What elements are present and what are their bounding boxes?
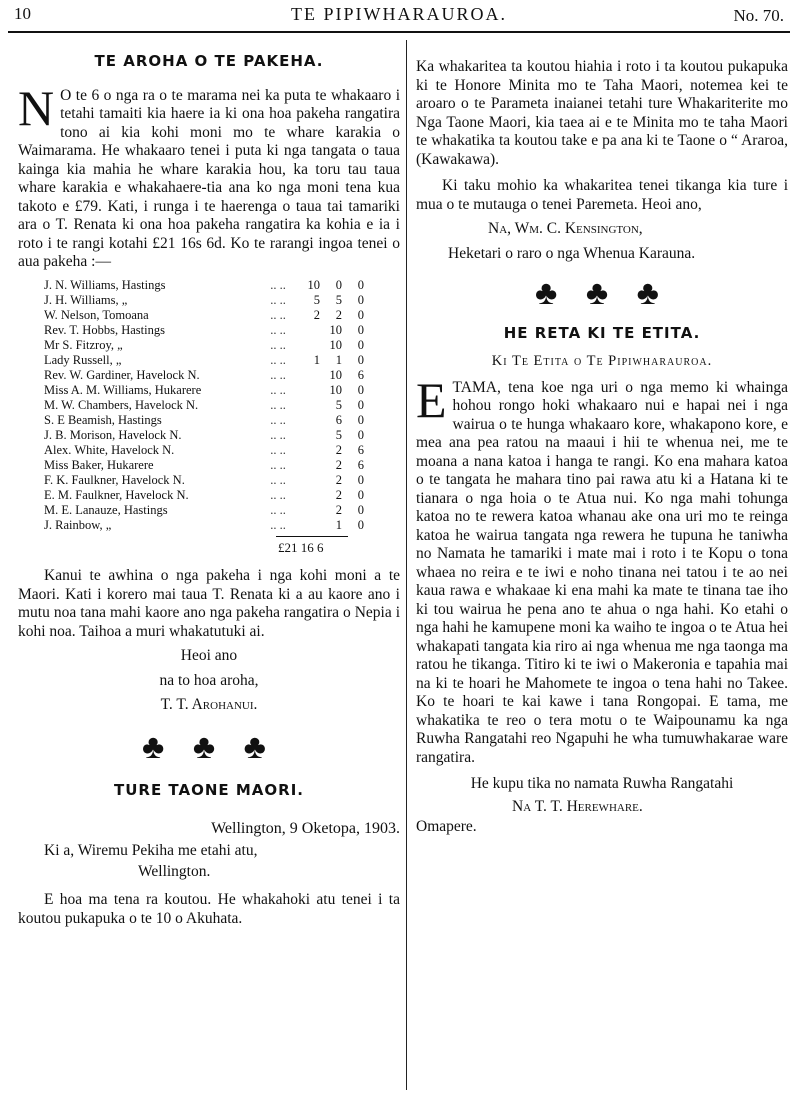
letter-text: TAMA, tena koe nga uri o nga memo ki whainga hohou rongo hoki whakaaro nui e hapai nei i nga wairua o te hunga whakaaro kore, whakapono kore, e mea ana pea ratou na maaui i hii te whenua nei, me te moana a nana katoa i hanga te rangi. Ko ena mahara katoa o te tangata he mahara tino pai rawa atu ki a Hatana ki te tianara o nga hoia o te Atua nui. Ko nga mahi tohunga katoa no te rewera katoa whanau ake ona uri mo te reinga katoa he wairua tangata nga rewera he tupuna he taniwha no Namata he tamariki i mate mai i roto i te Kopu o tona whaea no reira e te iwi e noho tinana nei tatou i te ao nei kaua rawa e whakaae ki ena mahi ka mate te tinana tae iho ki tou wairua he pena ano te ahua o nga hahi. Ko etahi o nga hahi he kamupene moni ka waiho te ingoa o te Atua hei whakapati tangata kia riro ai nga whenua me nga taonga ma ratou he tikanga. Titiro ki te iwi o Makeronia e tapahia mai na ki te hoari he Mahomete te ingoa o tena hahi no Takee. Ko te hoari te kai kawe i tana Rongopai. E tama, me whakatika te reo o tera motu o te Waipounamu ka nga Ruwha Rangatahi reo Ngapuhi he wha tumuwhakarae ware rangatira. (416, 378, 788, 766)
drop-cap-e: E (416, 371, 447, 428)
shillings: 5 (335, 292, 342, 307)
shillings: 5 (335, 397, 342, 412)
pence: 0 (357, 487, 364, 502)
shillings: 6 (335, 412, 342, 427)
pence: 0 (357, 382, 364, 397)
pence: 0 (357, 502, 364, 517)
article-title-aroha: TE AROHA O TE PAKEHA. (94, 52, 324, 70)
subscriber-row (44, 398, 364, 413)
subscriber-row (44, 293, 364, 308)
subscriber-row (44, 428, 364, 443)
pence: 0 (357, 397, 364, 412)
pence: 0 (357, 427, 364, 442)
pounds (298, 473, 320, 488)
subscriber-name: Rev. W. Gardiner, Havelock N. (44, 367, 200, 382)
subscriber-row (44, 368, 364, 383)
signature-title: Heketari o raro o nga Whenua Karauna. (448, 244, 696, 262)
dots: .. .. (270, 382, 286, 397)
pounds: 2 (313, 307, 320, 322)
letter-closing: He kupu tika no namata Ruwha Rangatahi (470, 775, 734, 792)
subscriber-row (44, 278, 364, 293)
shillings: 2 (335, 457, 342, 472)
subscriber-row (44, 323, 364, 338)
shillings: 2 (335, 487, 342, 502)
header-rule (8, 31, 790, 33)
signoff-heoi: Heoi ano (180, 647, 238, 664)
pence: 0 (357, 307, 364, 322)
pence: 0 (357, 322, 364, 337)
pounds (298, 338, 320, 353)
dots: .. .. (270, 517, 286, 532)
pounds (298, 398, 320, 413)
pence: 0 (357, 517, 364, 532)
pounds (298, 368, 320, 383)
signoff-hoa: na to hoa aroha, (159, 671, 259, 689)
subscriber-name: Mr S. Fitzroy, „ (44, 337, 123, 352)
subscriber-row (44, 458, 364, 473)
trefoil-ornament-left: ♣ ♣ ♣ (142, 728, 276, 766)
letter-body-left: E hoa ma tena ra koutou. He whakahoki atu tenei i ta koutou pukapuka o te 10 o Akuhata. (18, 891, 400, 927)
pounds (298, 428, 320, 443)
pounds (298, 383, 320, 398)
pence: 0 (357, 277, 364, 292)
article-title-reta: HE RETA KI TE ETITA. (503, 323, 701, 342)
subscription-total: £21 16 6 (278, 539, 324, 555)
subscriber-name: E. M. Faulkner, Havelock N. (44, 487, 189, 502)
pence: 0 (357, 337, 364, 352)
dots: .. .. (270, 427, 286, 442)
shillings: 2 (335, 442, 342, 457)
shillings: 5 (335, 427, 342, 442)
drop-cap-n: N (18, 79, 55, 136)
trefoil-ornament-right: ♣ ♣ ♣ (535, 275, 669, 312)
pence: 6 (357, 457, 364, 472)
pence: 0 (357, 352, 364, 367)
shillings: 0 (335, 277, 342, 292)
article-intro (18, 79, 400, 272)
subscriber-name: Alex. White, Havelock N. (44, 442, 175, 457)
shillings: 2 (335, 472, 342, 487)
salutation-place: Wellington. (138, 862, 211, 880)
subscriber-name: Miss A. M. Williams, Hukarere (44, 382, 202, 397)
signature-name-text: Na, Wm. C. Kensington, (488, 220, 643, 237)
letter-body-right: Ka whakaritea ta koutou hiahia i roto i ta koutou pukapuka ki te Honore Minita mo te Taha Maori, notemea kei te aroaro o te Parameta inaianei tetahi ture Whakariterite mo Nga Taone Maori, kia taea ai e te Minita mo te taha Maori te whakatika ta koutou take e pa ana ki te Taone o “ Araroa, (Kawakawa). (416, 58, 788, 168)
pence: 6 (357, 367, 364, 382)
shillings: 10 (329, 382, 342, 397)
dots: .. .. (270, 292, 286, 307)
subscriber-name: J. H. Williams, „ (44, 292, 128, 307)
subscriber-row (44, 443, 364, 458)
dots: .. .. (270, 307, 286, 322)
dots: .. .. (270, 487, 286, 502)
shillings: 10 (329, 322, 342, 337)
dateline: Wellington, 9 Oketopa, 1903. (211, 819, 400, 837)
article-subtitle: Ki Te Etita o Te Pipiwharauroa. (491, 353, 713, 369)
subscriber-row (44, 308, 364, 323)
newspaper-title: TE PIPIWHARAUROA. (291, 4, 507, 24)
subscriber-name: F. K. Faulkner, Havelock N. (44, 472, 185, 487)
pounds (298, 413, 320, 428)
subscriber-name: J. Rainbow, „ (44, 517, 112, 532)
pounds: 1 (313, 352, 320, 367)
subscriber-row (44, 518, 364, 533)
pounds: 10 (307, 277, 320, 292)
letter-to-editor-body (416, 371, 788, 768)
subscriber-row (44, 413, 364, 428)
pence: 0 (357, 412, 364, 427)
subscriber-name: J. N. Williams, Hastings (44, 277, 166, 292)
subscriber-name: Miss Baker, Hukarere (44, 457, 154, 472)
subscriber-table (44, 278, 364, 533)
subscriber-name: Lady Russell, „ (44, 352, 122, 367)
dots: .. .. (270, 337, 286, 352)
shillings: 1 (335, 517, 342, 532)
subscriber-row (44, 488, 364, 503)
article-closing: Kanui te awhina o nga pakeha i nga kohi moni a te Maori. Kati i korero mai taua T. Renata ki a au kaore ano i mutu noa tana mahi kaore ano nga pakeha rangatira o Nepia i kohi noa. Taihoa a muri whakatutuki ai. (18, 567, 400, 640)
dots: .. .. (270, 412, 286, 427)
pounds: 5 (313, 292, 320, 307)
subscriber-name: J. B. Morison, Havelock N. (44, 427, 182, 442)
dots: .. .. (270, 367, 286, 382)
subscriber-row (44, 383, 364, 398)
pounds (298, 443, 320, 458)
signoff-author: T. T. Arohanui. (160, 696, 258, 713)
subscriber-row (44, 473, 364, 488)
page-number: 10 (14, 4, 31, 23)
shillings: 2 (335, 307, 342, 322)
shillings: 1 (335, 352, 342, 367)
intro-text: O te 6 o nga ra o te marama nei ka puta te whakaaro i tetahi tamaiti kia haere ia ki ona hoa pakeha rangatira tono ai kia kohi moni mo te whare karakia o Waimarama. He whakaaro tenei i puta ki nga tangata o taua kainga kia mahia he whare karakia hou, ka toru tau taua whare karakia e whakahaere-tia ana ko nga moni tena kua takoto e £79. Kati, i runga i te haerenga o taua tai tamariki ara o T. Renata ki ona hoa pakeha rangatira ka kohia e ia i roto i te rangi kotahi £21 16s 6d. Ko te rarangi ingoa tenei o aua pakeha :— (18, 86, 400, 270)
shillings: 10 (329, 337, 342, 352)
dots: .. .. (270, 502, 286, 517)
letter-signer: Na T. T. Herewhare. (512, 797, 643, 815)
article-title-ture: TURE TAONE MAORI. (114, 781, 304, 799)
dots: .. .. (270, 352, 286, 367)
dots: .. .. (270, 397, 286, 412)
signature-name (488, 220, 788, 239)
subscriber-name: W. Nelson, Tomoana (44, 307, 149, 322)
dots: .. .. (270, 442, 286, 457)
dots: .. .. (270, 457, 286, 472)
letter-body-right-2: Ki taku mohio ka whakaritea tenei tikanga kia ture i mua o te mutauga o tenei Paremeta. Heoi ano, (416, 177, 788, 213)
shillings: 10 (329, 367, 342, 382)
column-divider (406, 40, 407, 1090)
pounds (298, 518, 320, 533)
pence: 0 (357, 472, 364, 487)
pounds (298, 323, 320, 338)
left-column (18, 52, 400, 928)
subscriber-name: S. E Beamish, Hastings (44, 412, 162, 427)
pounds (298, 488, 320, 503)
right-column (416, 58, 788, 837)
subscriber-name: M. W. Chambers, Havelock N. (44, 397, 199, 412)
dots: .. .. (270, 472, 286, 487)
page-header (0, 0, 798, 34)
pence: 6 (357, 442, 364, 457)
pounds (298, 458, 320, 473)
letter-place: Omapere. (416, 818, 477, 835)
shillings: 2 (335, 502, 342, 517)
subscriber-row (44, 353, 364, 368)
subscriber-row (44, 503, 364, 518)
issue-number: No. 70. (733, 6, 784, 25)
dots: .. .. (270, 322, 286, 337)
subscriber-name: Rev. T. Hobbs, Hastings (44, 322, 165, 337)
pounds (298, 503, 320, 518)
dots: .. .. (270, 277, 286, 292)
pence: 0 (357, 292, 364, 307)
salutation: Ki a, Wiremu Pekiha me etahi atu, (44, 842, 258, 859)
subscriber-row (44, 338, 364, 353)
subscriber-name: M. E. Lanauze, Hastings (44, 502, 168, 517)
